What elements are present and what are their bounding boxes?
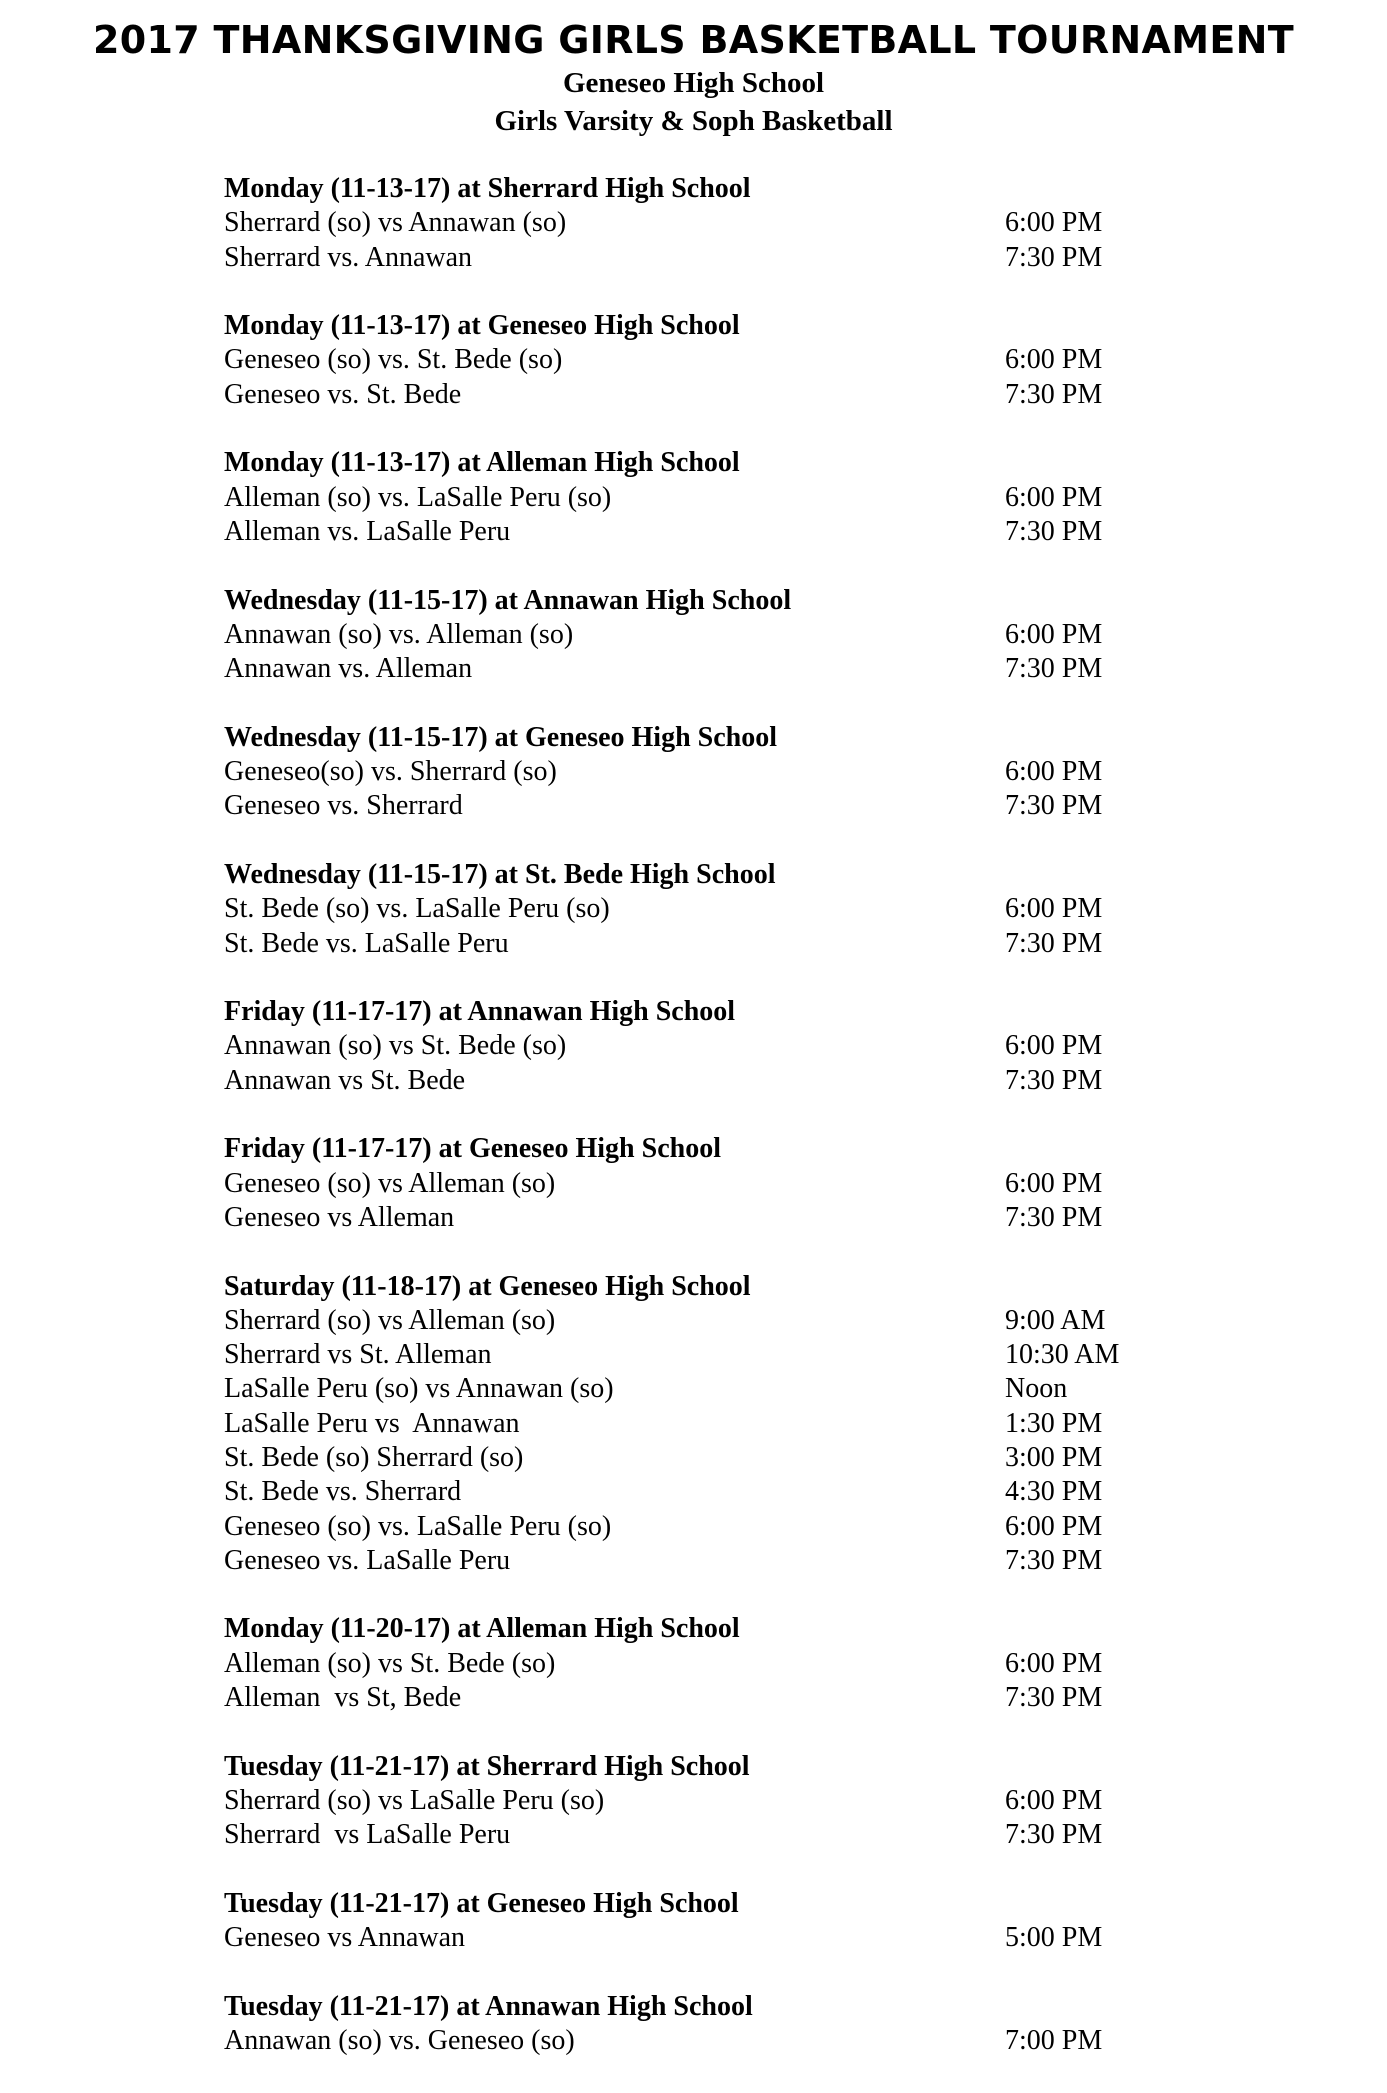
game-row bbox=[0, 1304, 1387, 1338]
game-time: 7:30 PM bbox=[1005, 241, 1103, 273]
game-time: 5:00 PM bbox=[1005, 1922, 1103, 1954]
game-row bbox=[0, 378, 1387, 412]
game-time: 6:00 PM bbox=[1005, 1030, 1103, 1062]
game-row bbox=[0, 481, 1387, 515]
game-row bbox=[0, 1029, 1387, 1063]
game-row bbox=[0, 1681, 1387, 1715]
section-heading: Wednesday (11-15-17) at Annawan High School bbox=[224, 584, 792, 616]
game-matchup: Sherrard vs St. Alleman bbox=[224, 1339, 492, 1371]
game-row bbox=[0, 618, 1387, 652]
schedule-section bbox=[0, 858, 1387, 961]
game-matchup: Alleman (so) vs St. Bede (so) bbox=[224, 1647, 556, 1679]
schedule-section bbox=[0, 1270, 1387, 1579]
game-matchup: St. Bede vs. Sherrard bbox=[224, 1476, 462, 1508]
section-heading: Wednesday (11-15-17) at Geneseo High School bbox=[224, 721, 778, 753]
page-title: 2017 THANKSGIVING GIRLS BASKETBALL TOURNAMENT bbox=[93, 18, 1294, 62]
game-time: 7:30 PM bbox=[1005, 653, 1103, 685]
game-time: 4:30 PM bbox=[1005, 1476, 1103, 1508]
game-matchup: St. Bede (so) vs. LaSalle Peru (so) bbox=[224, 893, 610, 925]
school-subtitle: Geneseo High School bbox=[562, 67, 824, 99]
game-matchup: Annawan vs St. Bede bbox=[224, 1064, 466, 1096]
game-row bbox=[0, 1167, 1387, 1201]
division-subtitle: Girls Varsity & Soph Basketball bbox=[494, 105, 893, 137]
game-matchup: Geneseo vs. LaSalle Peru bbox=[224, 1544, 511, 1576]
section-heading: Monday (11-13-17) at Sherrard High School bbox=[224, 173, 751, 204]
game-row bbox=[0, 1475, 1387, 1509]
schedule-section bbox=[0, 584, 1387, 687]
game-row bbox=[0, 1407, 1387, 1441]
game-matchup: LaSalle Peru (so) vs Annawan (so) bbox=[224, 1373, 614, 1405]
game-time: 6:00 PM bbox=[1005, 344, 1103, 376]
game-matchup: Geneseo vs. Sherrard bbox=[224, 790, 463, 822]
game-matchup: Sherrard (so) vs LaSalle Peru (so) bbox=[224, 1784, 605, 1816]
game-time: 7:30 PM bbox=[1005, 378, 1103, 410]
game-time: 7:00 PM bbox=[1005, 2025, 1103, 2057]
game-time: 7:30 PM bbox=[1005, 927, 1103, 959]
game-row bbox=[0, 1921, 1387, 1955]
game-time: 7:30 PM bbox=[1005, 1819, 1103, 1851]
schedule-section bbox=[0, 1750, 1387, 1853]
game-row bbox=[0, 241, 1387, 275]
game-row bbox=[0, 1784, 1387, 1818]
game-row bbox=[0, 206, 1387, 240]
game-row bbox=[0, 1510, 1387, 1544]
game-row bbox=[0, 1338, 1387, 1372]
schedule-section bbox=[0, 1887, 1387, 1956]
schedule-section bbox=[0, 995, 1387, 1098]
game-row bbox=[0, 1441, 1387, 1475]
game-matchup: Sherrard (so) vs Alleman (so) bbox=[224, 1304, 556, 1336]
game-matchup: Geneseo (so) vs. St. Bede (so) bbox=[224, 344, 563, 376]
game-time: 6:00 PM bbox=[1005, 1167, 1103, 1199]
game-time: 6:00 PM bbox=[1005, 756, 1103, 788]
schedule-section bbox=[0, 446, 1387, 549]
game-row bbox=[0, 892, 1387, 926]
section-heading: Tuesday (11-21-17) at Annawan High School bbox=[224, 1990, 753, 2022]
section-heading: Saturday (11-18-17) at Geneseo High School bbox=[224, 1270, 751, 1302]
game-matchup: LaSalle Peru vs Annawan bbox=[224, 1407, 520, 1439]
game-matchup: Sherrard (so) vs Annawan (so) bbox=[224, 207, 567, 239]
game-matchup: Annawan (so) vs. Geneseo (so) bbox=[224, 2025, 575, 2057]
game-matchup: Geneseo vs Annawan bbox=[224, 1922, 466, 1954]
section-heading: Monday (11-13-17) at Alleman High School bbox=[224, 447, 740, 479]
schedule-section bbox=[0, 1990, 1387, 2059]
section-heading: Wednesday (11-15-17) at St. Bede High School bbox=[224, 858, 776, 890]
game-matchup: Geneseo vs. St. Bede bbox=[224, 378, 462, 410]
game-time: 7:30 PM bbox=[1005, 1682, 1103, 1714]
game-row bbox=[0, 1372, 1387, 1406]
game-time: 6:00 PM bbox=[1005, 618, 1103, 650]
game-matchup: Geneseo (so) vs Alleman (so) bbox=[224, 1167, 556, 1199]
section-heading: Monday (11-13-17) at Geneseo High School bbox=[224, 310, 740, 342]
game-row bbox=[0, 1818, 1387, 1852]
game-time: 7:30 PM bbox=[1005, 790, 1103, 822]
game-row bbox=[0, 1201, 1387, 1235]
game-time: 3:00 PM bbox=[1005, 1441, 1103, 1473]
game-time: 6:00 PM bbox=[1005, 481, 1103, 513]
game-row bbox=[0, 1647, 1387, 1681]
section-heading: Friday (11-17-17) at Geneseo High School bbox=[224, 1133, 721, 1165]
game-time: 7:30 PM bbox=[1005, 1544, 1103, 1576]
section-heading: Tuesday (11-21-17) at Sherrard High School bbox=[224, 1750, 750, 1782]
game-row bbox=[0, 755, 1387, 789]
game-matchup: Geneseo vs Alleman bbox=[224, 1201, 455, 1233]
schedule-section bbox=[0, 721, 1387, 824]
game-matchup: Alleman vs St, Bede bbox=[224, 1682, 462, 1714]
game-row bbox=[0, 789, 1387, 823]
game-row bbox=[0, 1544, 1387, 1578]
game-matchup: Alleman vs. LaSalle Peru bbox=[224, 515, 511, 547]
game-matchup: Annawan vs. Alleman bbox=[224, 653, 473, 685]
schedule bbox=[0, 172, 1387, 2093]
game-matchup: St. Bede vs. LaSalle Peru bbox=[224, 927, 509, 959]
game-time: 7:30 PM bbox=[1005, 1201, 1103, 1233]
schedule-section bbox=[0, 1132, 1387, 1235]
game-matchup: Annawan (so) vs. Alleman (so) bbox=[224, 618, 574, 650]
game-time: 1:30 PM bbox=[1005, 1407, 1103, 1439]
schedule-section bbox=[0, 309, 1387, 412]
game-time: 6:00 PM bbox=[1005, 893, 1103, 925]
game-matchup: Geneseo(so) vs. Sherrard (so) bbox=[224, 756, 557, 788]
game-time: 7:30 PM bbox=[1005, 1064, 1103, 1096]
game-time: 6:00 PM bbox=[1005, 1510, 1103, 1542]
game-time: 6:00 PM bbox=[1005, 1784, 1103, 1816]
game-row bbox=[0, 652, 1387, 686]
game-time: 6:00 PM bbox=[1005, 207, 1103, 239]
game-row bbox=[0, 343, 1387, 377]
game-matchup: Sherrard vs LaSalle Peru bbox=[224, 1819, 511, 1851]
game-matchup: Sherrard vs. Annawan bbox=[224, 241, 473, 273]
game-row bbox=[0, 2024, 1387, 2058]
section-heading: Tuesday (11-21-17) at Geneseo High School bbox=[224, 1887, 739, 1919]
game-time: Noon bbox=[1005, 1373, 1068, 1405]
game-time: 7:30 PM bbox=[1005, 515, 1103, 547]
game-matchup: Geneseo (so) vs. LaSalle Peru (so) bbox=[224, 1510, 612, 1542]
schedule-section bbox=[0, 172, 1387, 275]
game-row bbox=[0, 515, 1387, 549]
game-time: 9:00 AM bbox=[1005, 1304, 1106, 1336]
section-heading: Friday (11-17-17) at Annawan High School bbox=[224, 996, 736, 1028]
game-row bbox=[0, 927, 1387, 961]
game-matchup: Annawan (so) vs St. Bede (so) bbox=[224, 1030, 567, 1062]
game-time: 6:00 PM bbox=[1005, 1647, 1103, 1679]
game-matchup: Alleman (so) vs. LaSalle Peru (so) bbox=[224, 481, 612, 513]
section-heading: Monday (11-20-17) at Alleman High School bbox=[224, 1613, 740, 1645]
game-time: 10:30 AM bbox=[1005, 1339, 1120, 1371]
game-row bbox=[0, 1064, 1387, 1098]
game-matchup: St. Bede (so) Sherrard (so) bbox=[224, 1441, 524, 1473]
schedule-section bbox=[0, 1612, 1387, 1715]
